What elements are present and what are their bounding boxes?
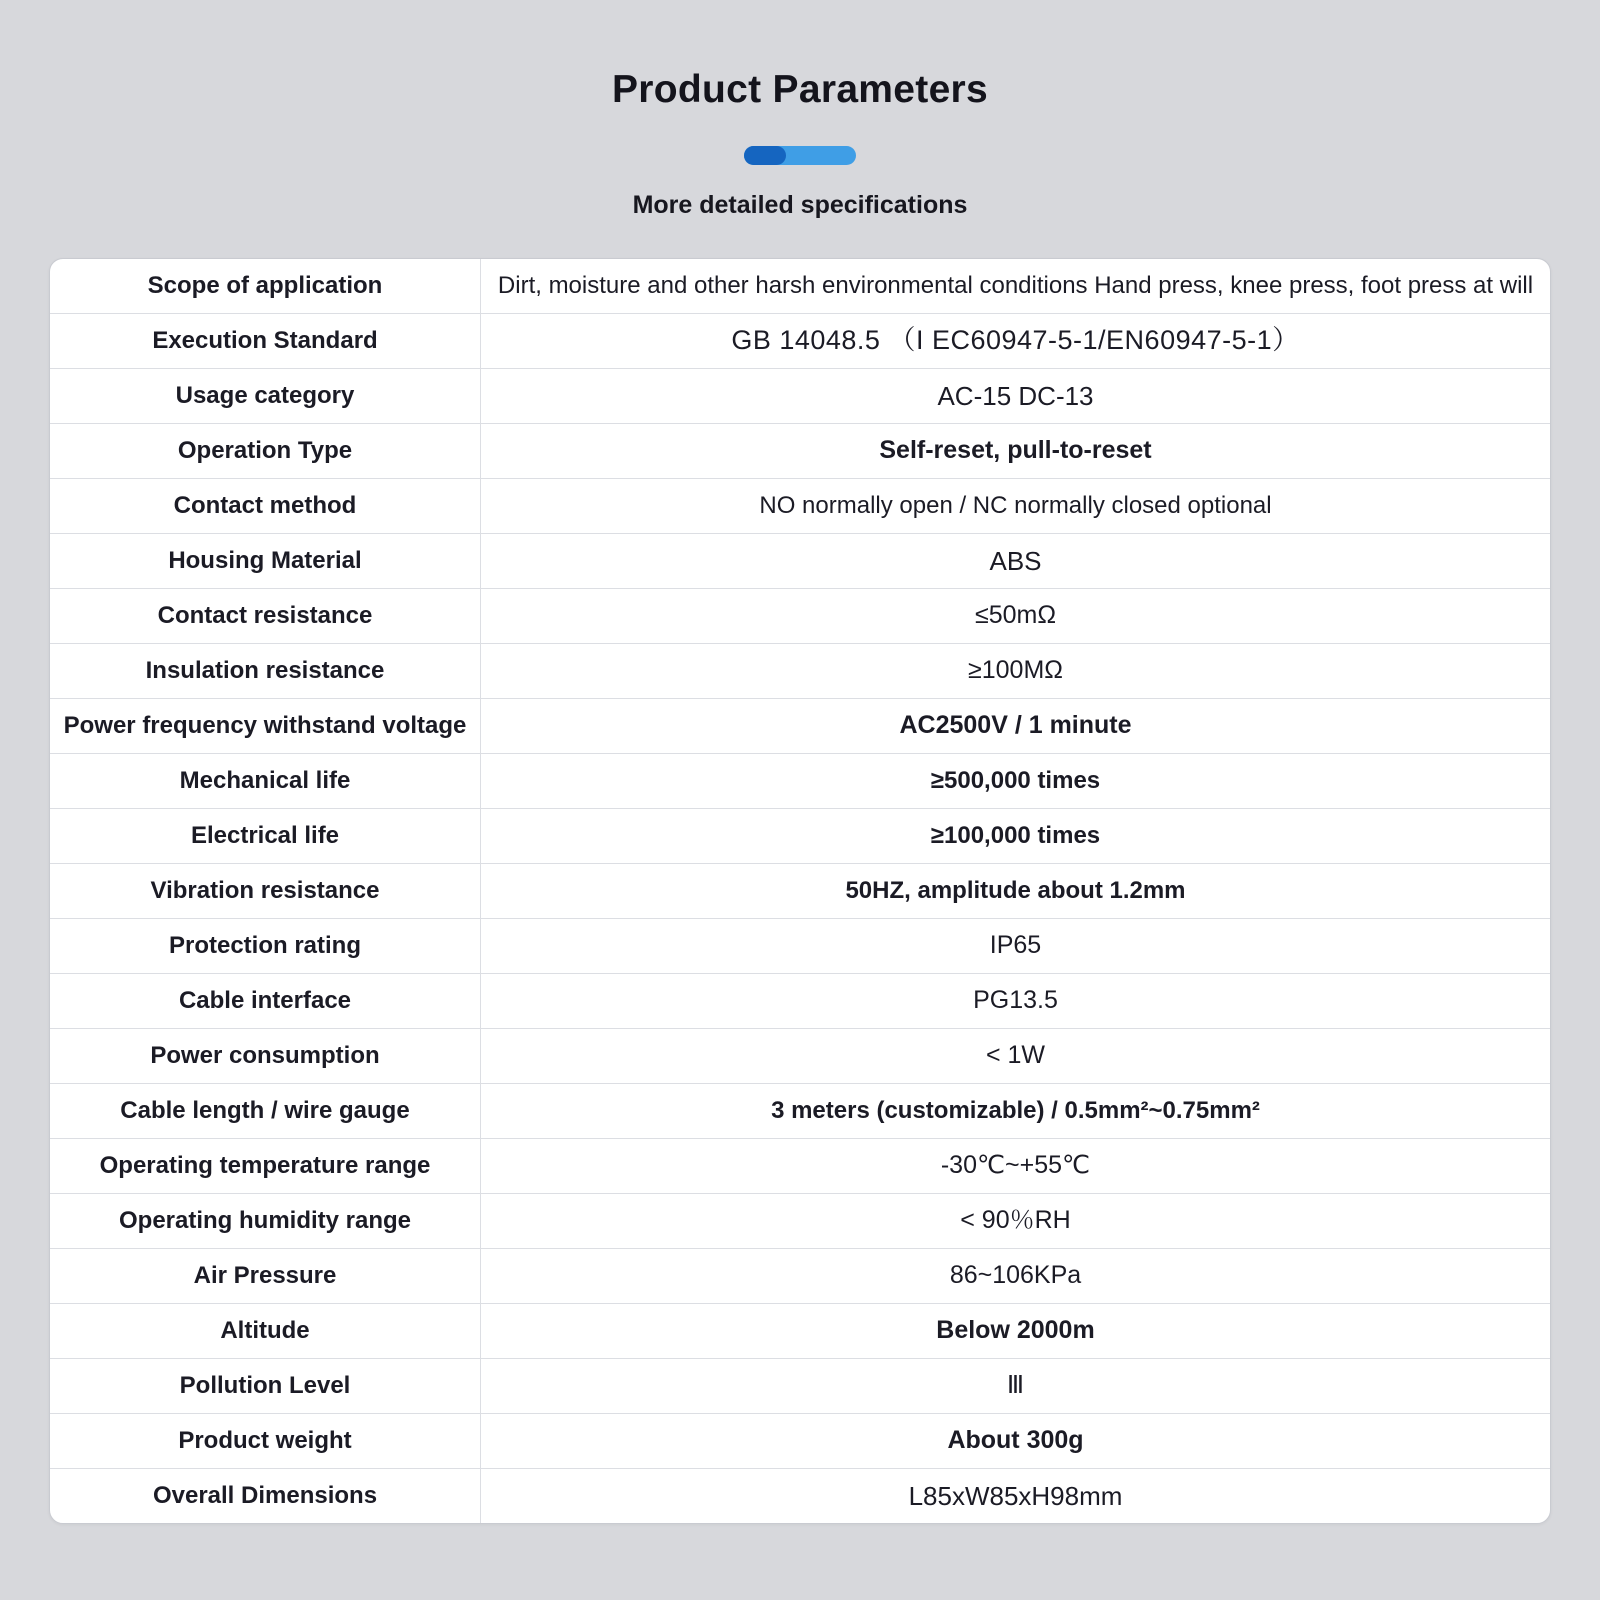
spec-label: Overall Dimensions <box>50 1469 481 1524</box>
table-row <box>50 1414 1550 1469</box>
specifications-table <box>50 259 1550 1523</box>
table-row <box>50 259 1550 314</box>
page-header <box>0 0 1600 220</box>
spec-label: Power consumption <box>50 1029 481 1084</box>
spec-label: Pollution Level <box>50 1359 481 1414</box>
specifications-table-container <box>49 258 1551 1524</box>
spec-value: ≥500,000 times <box>930 767 1101 794</box>
table-row <box>50 1249 1550 1304</box>
spec-value: ≤50mΩ <box>974 601 1057 630</box>
spec-label: Air Pressure <box>50 1249 481 1304</box>
spec-label: Operating humidity range <box>50 1194 481 1249</box>
spec-value: ABS <box>989 545 1042 576</box>
spec-label: Execution Standard <box>50 314 481 369</box>
table-row <box>50 534 1550 589</box>
spec-value: 86~106KPa <box>949 1261 1082 1290</box>
spec-label: Protection rating <box>50 919 481 974</box>
spec-label: Operation Type <box>50 424 481 479</box>
spec-label: Product weight <box>50 1414 481 1469</box>
spec-value: PG13.5 <box>973 986 1058 1015</box>
spec-label: Cable interface <box>50 974 481 1029</box>
table-row <box>50 1084 1550 1139</box>
spec-value: 3 meters (customizable) / 0.5mm²~0.75mm² <box>771 1097 1260 1124</box>
spec-label: Electrical life <box>50 809 481 864</box>
table-row <box>50 864 1550 919</box>
spec-label: Scope of application <box>50 259 481 314</box>
spec-value: -30℃~+55℃ <box>940 1151 1091 1180</box>
table-row <box>50 974 1550 1029</box>
spec-value: IP65 <box>989 931 1042 960</box>
table-row <box>50 479 1550 534</box>
spec-label: Contact resistance <box>50 589 481 644</box>
spec-label: Usage category <box>50 369 481 424</box>
table-row <box>50 644 1550 699</box>
spec-value: < 1W <box>985 1041 1046 1070</box>
divider-dark-bar <box>744 146 786 165</box>
page-subtitle: More detailed specifications <box>632 191 968 219</box>
spec-label: Contact method <box>50 479 481 534</box>
table-row <box>50 919 1550 974</box>
spec-label: Vibration resistance <box>50 864 481 919</box>
spec-label: Cable length / wire gauge <box>50 1084 481 1139</box>
table-row <box>50 699 1550 754</box>
title-divider <box>744 146 856 165</box>
spec-value: About 300g <box>947 1426 1084 1455</box>
spec-label: Housing Material <box>50 534 481 589</box>
spec-label: Operating temperature range <box>50 1139 481 1194</box>
spec-value: GB 14048.5 （I EC60947-5-1/EN60947-5-1） <box>731 325 1300 356</box>
spec-label: Altitude <box>50 1304 481 1359</box>
table-row <box>50 1139 1550 1194</box>
spec-value: < 90％RH <box>960 1206 1071 1235</box>
table-row <box>50 809 1550 864</box>
spec-label: Mechanical life <box>50 754 481 809</box>
spec-value: 50HZ, amplitude about 1.2mm <box>845 877 1186 904</box>
table-row <box>50 1469 1550 1524</box>
spec-value: Dirt, moisture and other harsh environmental conditions Hand press, knee press, foot press at will <box>497 272 1534 299</box>
table-row <box>50 589 1550 644</box>
spec-label: Insulation resistance <box>50 644 481 699</box>
table-row <box>50 314 1550 369</box>
spec-value: Below 2000m <box>936 1316 1095 1345</box>
spec-value: AC-15 DC-13 <box>937 380 1094 411</box>
table-row <box>50 1359 1550 1414</box>
table-row <box>50 1194 1550 1249</box>
spec-value: ≥100,000 times <box>930 822 1101 849</box>
page-title: Product Parameters <box>611 68 989 111</box>
table-row <box>50 369 1550 424</box>
spec-value: AC2500V / 1 minute <box>899 711 1132 740</box>
spec-value: NO normally open / NC normally closed optional <box>759 492 1272 519</box>
spec-value: L85xW85xH98mm <box>908 1480 1123 1511</box>
table-row <box>50 424 1550 479</box>
table-row <box>50 1304 1550 1359</box>
spec-value: ≥100MΩ <box>968 656 1063 685</box>
spec-label: Power frequency withstand voltage <box>50 699 481 754</box>
table-row <box>50 754 1550 809</box>
spec-value: Self-reset, pull-to-reset <box>879 436 1152 465</box>
table-row <box>50 1029 1550 1084</box>
spec-value: Ⅲ <box>1006 1371 1025 1400</box>
